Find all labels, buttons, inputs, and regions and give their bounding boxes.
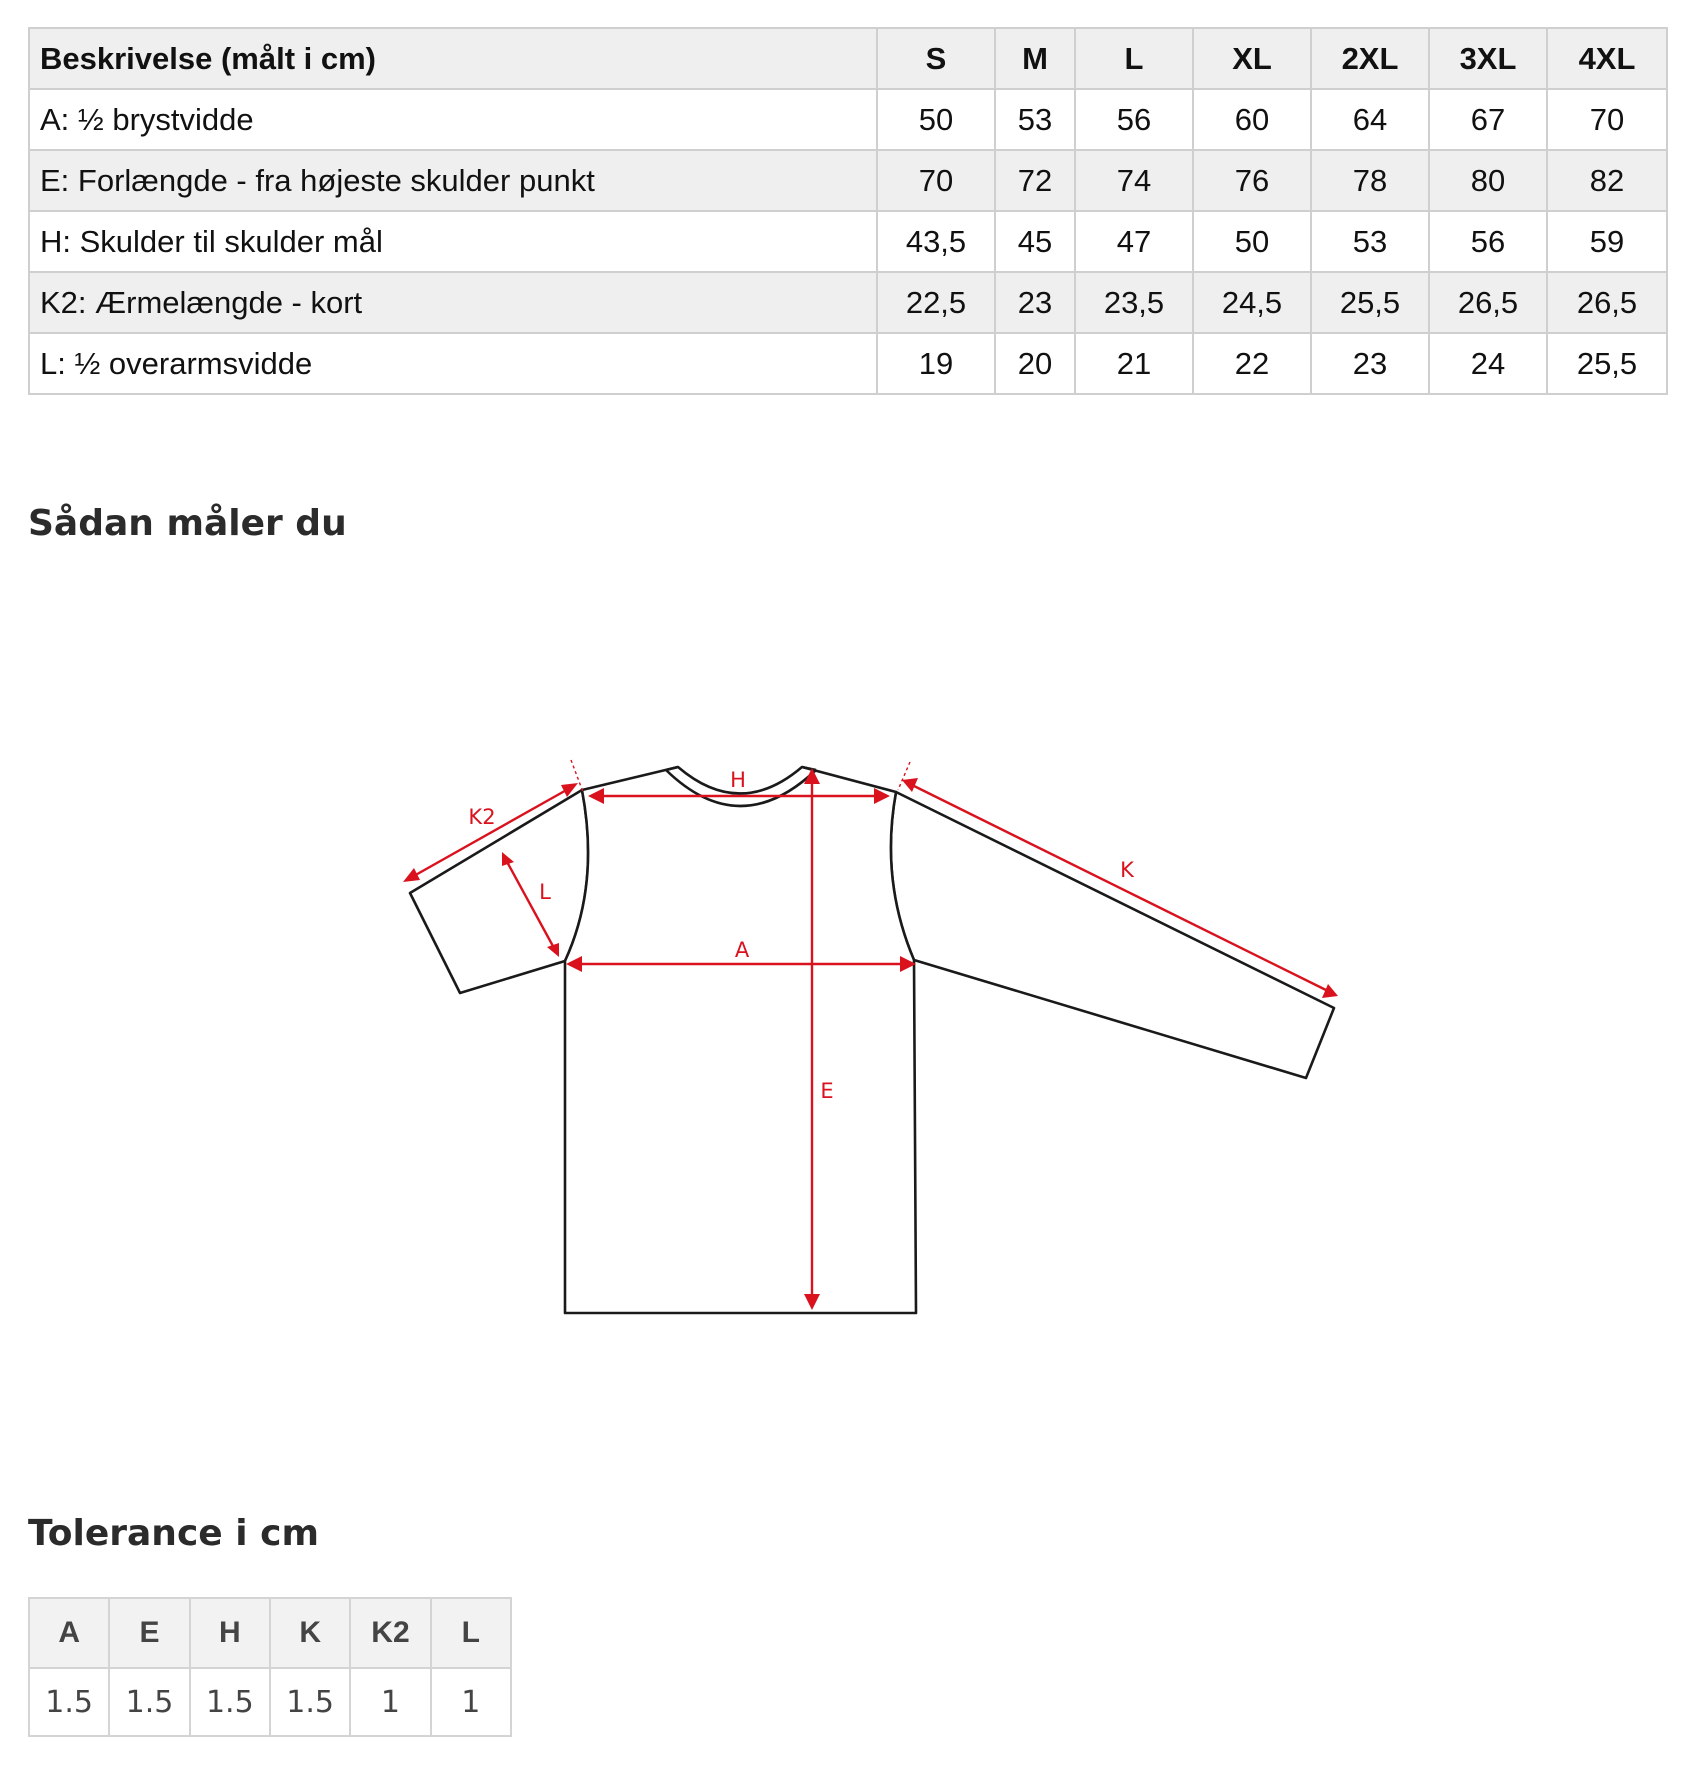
table-cell: 56 (1075, 89, 1193, 150)
tolerance-value-h: 1.5 (190, 1668, 270, 1736)
table-cell: 53 (995, 89, 1075, 150)
tolerance-header-h: H (190, 1598, 270, 1668)
arrowhead-k-start (902, 778, 918, 792)
row-description: L: ½ overarmsvidde (29, 333, 877, 394)
table-cell: 24 (1429, 333, 1547, 394)
table-cell: 50 (1193, 211, 1311, 272)
table-cell: 60 (1193, 89, 1311, 150)
tolerance-header-k: K (270, 1598, 350, 1668)
garment-outline (410, 767, 1334, 1313)
tolerance-value-k: 1.5 (270, 1668, 350, 1736)
table-cell: 24,5 (1193, 272, 1311, 333)
arrowhead-k2-start (403, 868, 420, 882)
tolerance-header-a: A (29, 1598, 109, 1668)
tolerance-value-e: 1.5 (109, 1668, 189, 1736)
row-description: H: Skulder til skulder mål (29, 211, 877, 272)
row-description: K2: Ærmelængde - kort (29, 272, 877, 333)
table-cell: 23,5 (1075, 272, 1193, 333)
table-cell: 67 (1429, 89, 1547, 150)
header-size-m: M (995, 28, 1075, 89)
label-h: H (730, 768, 746, 792)
table-cell: 53 (1311, 211, 1429, 272)
table-cell: 22,5 (877, 272, 995, 333)
tolerance-header-row (29, 1598, 511, 1668)
table-cell: 64 (1311, 89, 1429, 150)
table-cell: 70 (877, 150, 995, 211)
long-sleeve-shape (891, 792, 1334, 1078)
header-size-s: S (877, 28, 995, 89)
label-l: L (539, 880, 551, 904)
table-cell: 20 (995, 333, 1075, 394)
table-cell: 25,5 (1311, 272, 1429, 333)
tolerance-header-l: L (431, 1598, 511, 1668)
tolerance-heading: Tolerance i cm (28, 1513, 319, 1554)
table-cell: 47 (1075, 211, 1193, 272)
table-cell: 45 (995, 211, 1075, 272)
table-cell: 22 (1193, 333, 1311, 394)
table-cell: 43,5 (877, 211, 995, 272)
label-k: K (1120, 858, 1134, 882)
table-cell: 80 (1429, 150, 1547, 211)
arrowhead-k-end (1322, 984, 1338, 998)
tolerance-value-row (29, 1668, 511, 1736)
header-size-3xl: 3XL (1429, 28, 1547, 89)
header-size-4xl: 4XL (1547, 28, 1667, 89)
label-e: E (820, 1079, 834, 1103)
measure-heading: Sådan måler du (28, 503, 347, 544)
table-cell: 72 (995, 150, 1075, 211)
table-cell: 74 (1075, 150, 1193, 211)
header-size-xl: XL (1193, 28, 1311, 89)
table-cell: 82 (1547, 150, 1667, 211)
table-cell: 56 (1429, 211, 1547, 272)
table-cell: 19 (877, 333, 995, 394)
body-shape (565, 767, 916, 1313)
tolerance-value-l: 1 (431, 1668, 511, 1736)
table-cell: 59 (1547, 211, 1667, 272)
table-cell: 26,5 (1547, 272, 1667, 333)
tolerance-table (28, 1597, 512, 1737)
table-cell: 23 (995, 272, 1075, 333)
label-k2: K2 (468, 805, 496, 829)
table-cell: 76 (1193, 150, 1311, 211)
tolerance-header-e: E (109, 1598, 189, 1668)
tolerance-value-k2: 1 (350, 1668, 430, 1736)
short-sleeve-shape (410, 790, 588, 993)
tolerance-value-a: 1.5 (29, 1668, 109, 1736)
row-description: E: Forlængde - fra højeste skulder punkt (29, 150, 877, 211)
label-a: A (734, 938, 750, 962)
header-size-l: L (1075, 28, 1193, 89)
header-description: Beskrivelse (målt i cm) (29, 28, 877, 89)
tolerance-header-k2: K2 (350, 1598, 430, 1668)
table-cell: 50 (877, 89, 995, 150)
table-cell: 70 (1547, 89, 1667, 150)
table-cell: 21 (1075, 333, 1193, 394)
table-cell: 25,5 (1547, 333, 1667, 394)
table-cell: 23 (1311, 333, 1429, 394)
row-description: A: ½ brystvidde (29, 89, 877, 150)
table-cell: 78 (1311, 150, 1429, 211)
table-cell: 26,5 (1429, 272, 1547, 333)
header-size-2xl: 2XL (1311, 28, 1429, 89)
